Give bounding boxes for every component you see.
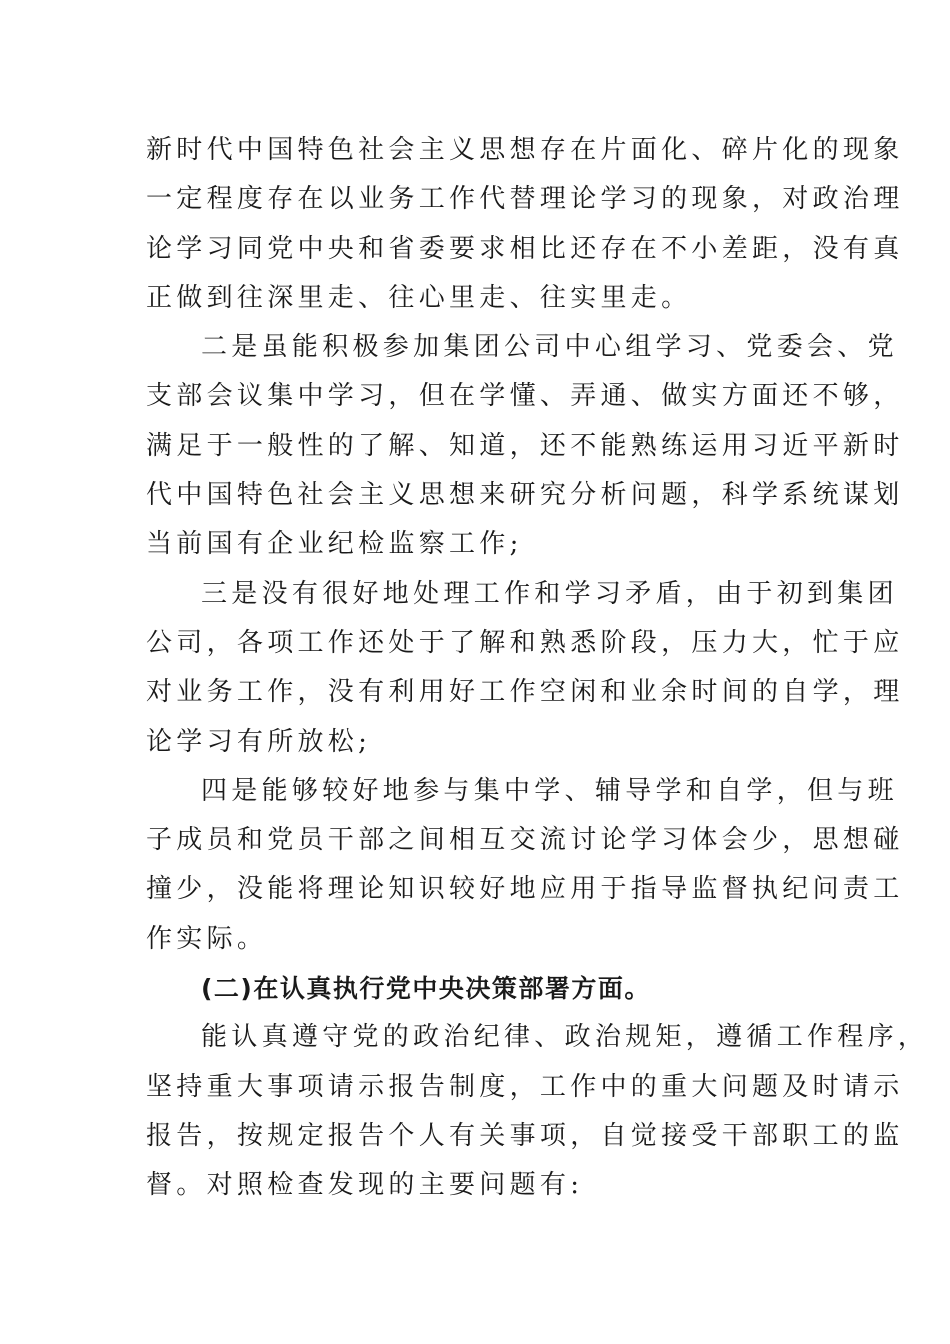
text-line: 撞少，没能将理论知识较好地应用于指导监督执纪问责工 — [146, 874, 904, 905]
text-line: 论学习同党中央和省委要求相比还存在不小差距，没有真 — [146, 233, 904, 264]
text-line: 作实际。 — [146, 923, 268, 954]
text-line: 对业务工作，没有利用好工作空闲和业余时间的自学，理 — [146, 677, 904, 708]
text-line: 报告，按规定报告个人有关事项，自觉接受干部职工的监 — [146, 1120, 904, 1151]
text-line: 代中国特色社会主义思想来研究分析问题，科学系统谋划 — [146, 480, 904, 511]
text-line: 一定程度存在以业务工作代替理论学习的现象，对政治理 — [146, 184, 904, 215]
text-line: 支部会议集中学习，但在学懂、弄通、做实方面还不够， — [146, 381, 904, 412]
text-line: 新时代中国特色社会主义思想存在片面化、碎片化的现象 — [146, 135, 904, 165]
text-line: 坚持重大事项请示报告制度，工作中的重大问题及时请示 — [146, 1071, 904, 1102]
text-line: 满足于一般性的了解、知道，还不能熟练运用习近平新时 — [146, 430, 904, 461]
section-heading: (二)在认真执行党中央决策部署方面。 — [201, 974, 651, 1004]
document-body — [146, 126, 929, 1211]
paragraph-start-line: 三是没有很好地处理工作和学习矛盾，由于初到集团 — [201, 578, 898, 609]
text-line: 当前国有企业纪检监察工作; — [146, 529, 523, 560]
text-line: 正做到往深里走、往心里走、往实里走。 — [146, 282, 692, 313]
text-line: 公司，各项工作还处于了解和熟悉阶段，压力大，忙于应 — [146, 627, 904, 658]
paragraph-start-line: 二是虽能积极参加集团公司中心组学习、党委会、党 — [201, 332, 898, 363]
text-line: 督。对照检查发现的主要问题有: — [146, 1170, 584, 1201]
paragraph-start-line: 能认真遵守党的政治纪律、政治规矩，遵循工作程序， — [201, 1022, 929, 1053]
paragraph-start-line: 四是能够较好地参与集中学、辅导学和自学，但与班 — [201, 775, 898, 806]
text-line: 子成员和党员干部之间相互交流讨论学习体会少，思想碰 — [146, 825, 904, 856]
text-line: 论学习有所放松; — [146, 726, 372, 757]
